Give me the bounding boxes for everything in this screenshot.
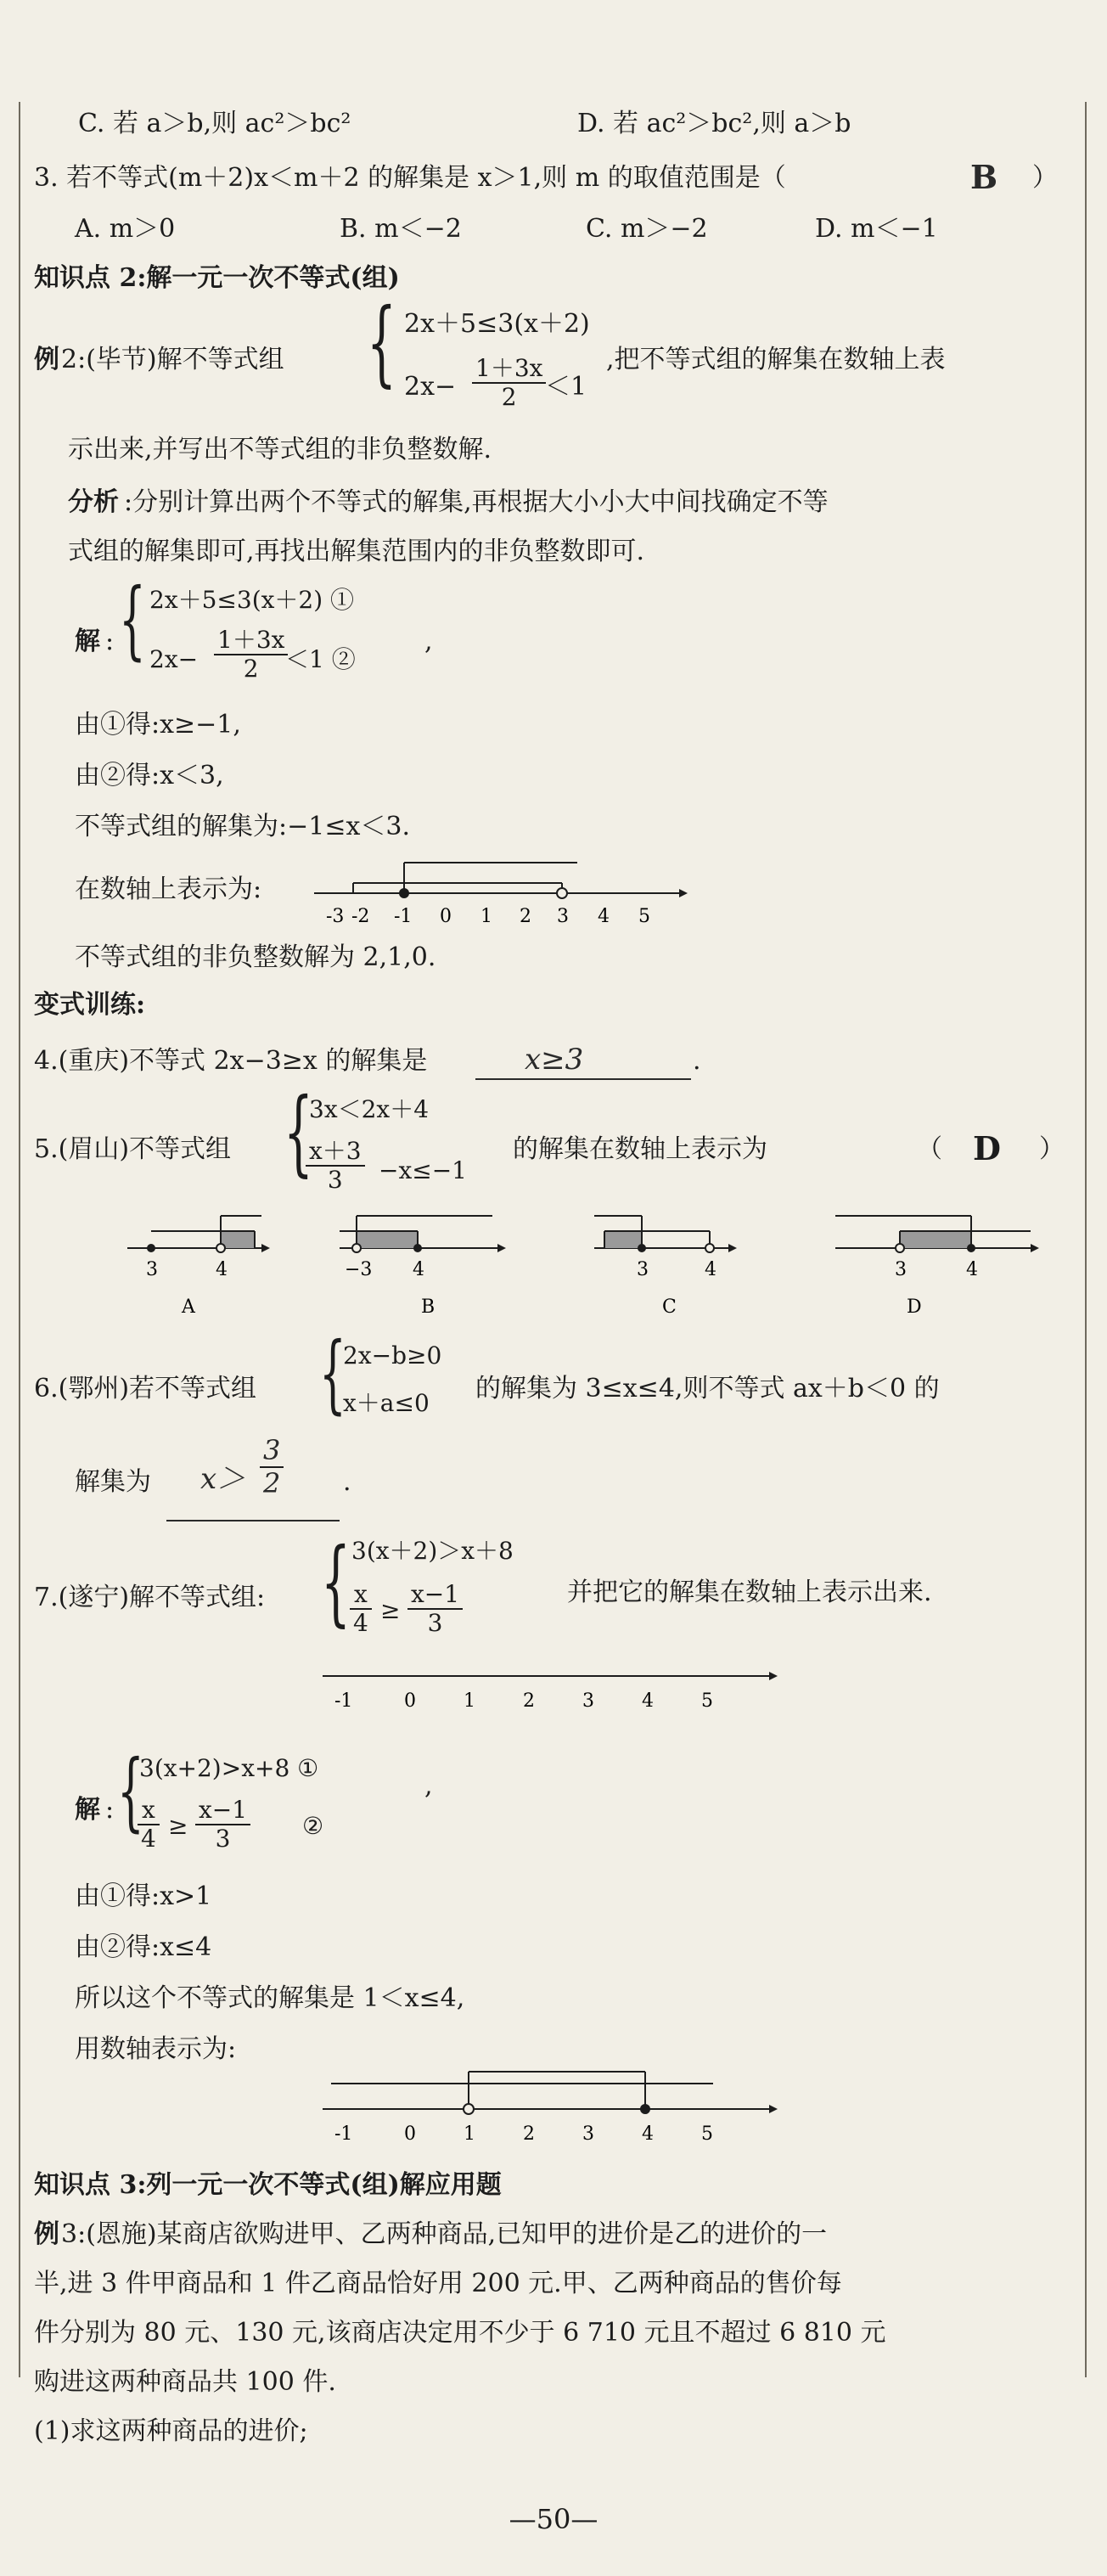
ex2-sol-fraction-num: 1＋3x [214, 627, 288, 655]
q7-frac-right-den: 3 [427, 1609, 443, 1638]
q7-sol-frac-left-num: x [138, 1797, 160, 1825]
q7-tick-label: 3 [582, 1690, 594, 1712]
q7-sol-tick: -1 [334, 2123, 353, 2145]
q5-option-d-label: D [907, 1296, 922, 1318]
q7-sol-frac-right-num: x−1 [195, 1797, 250, 1825]
ex2-axis-label: 在数轴上表示为: [75, 875, 262, 904]
q7-line2-op: ≥ [380, 1596, 401, 1624]
q2-option-d: D. 若 ac²＞bc²,则 a＞b [577, 109, 851, 138]
q5-fraction-den: 3 [327, 1166, 343, 1195]
ex2-tick-label: 5 [638, 906, 650, 927]
ex2-sol-fraction [214, 627, 288, 683]
q5-a-tick: 4 [216, 1259, 228, 1280]
q7-sol-label: 解 [75, 1795, 100, 1825]
q5-b-tick: −3 [345, 1259, 373, 1280]
q6-answer-num: 3 [260, 1435, 284, 1468]
q7-sol-tick: 5 [701, 2123, 713, 2145]
ex2-tick-label: 1 [480, 906, 492, 927]
ex3-line4: 购进这两种商品共 100 件. [34, 2367, 336, 2397]
q7-frac-left [350, 1581, 372, 1637]
q5-a-shade [221, 1231, 255, 1248]
q7-tick-label: 2 [523, 1690, 535, 1712]
page-number: —50— [509, 2503, 598, 2535]
kp3-title: 知识点 3:列一元一次不等式(组)解应用题 [34, 2170, 502, 2200]
q7-tick-label: 0 [404, 1690, 416, 1712]
q5-c-tick: 3 [637, 1259, 649, 1280]
q7-tick-label: 5 [701, 1690, 713, 1712]
q7-frac-left-num: x [350, 1581, 372, 1610]
q4-stem: 4.(重庆)不等式 2x−3≥x 的解集是 [34, 1046, 428, 1076]
ex2-number-line [314, 849, 688, 942]
q5-b-shade [357, 1231, 418, 1248]
ex2-sol-colon: : [105, 627, 115, 656]
ex2-tick-label: 0 [440, 906, 452, 927]
q7-sol-frac-left [138, 1797, 160, 1853]
ex2-result: 不等式组的非负整数解为 2,1,0. [75, 942, 436, 972]
q6-line1: 2x−b≥0 [343, 1341, 442, 1370]
q7-sol-circ2: ② [302, 1812, 324, 1840]
q5-answer: D [973, 1129, 1001, 1167]
q3-stem: 3. 若不等式(m＋2)x＜m＋2 的解集是 x＞1,则 m 的取值范围是（ [34, 163, 786, 193]
ex2-line2-pre: 2x− [404, 372, 457, 402]
ex2-step3: 不等式组的解集为:−1≤x＜3. [75, 812, 411, 841]
ex3-line1: 3:(恩施)某商店欲购进甲、乙两种商品,已知甲的进价是乙的进价的一 [61, 2219, 828, 2249]
q7-sol-tick: 1 [464, 2123, 475, 2145]
ex2-step1: 由①得:x≥−1, [75, 710, 241, 740]
q7-empty-number-line [323, 1662, 781, 1722]
right-margin-rule [1085, 102, 1087, 2377]
ex2-after: ,把不等式组的解集在数轴上表 [606, 345, 946, 374]
q7-sol-line1: 3(x+2)>x+8 ① [139, 1754, 319, 1782]
q7-frac-right [407, 1581, 463, 1637]
q6-answer-fraction [260, 1435, 284, 1499]
q5-option-b-diagram [340, 1214, 509, 1325]
ex2-tick-label: -1 [394, 906, 413, 927]
ex2-sol-comma: , [424, 627, 433, 656]
left-margin-rule [19, 102, 20, 2377]
q7-tick-label: 1 [464, 1690, 475, 1712]
q6-stem-pre: 6.(鄂州)若不等式组 [34, 1374, 257, 1403]
ex2-sol-line1: 2x＋5≤3(x＋2) ① [149, 586, 355, 614]
ex2-line2-post: ＜1 [545, 372, 587, 402]
q5-stem-post: 的解集在数轴上表示为 [513, 1134, 767, 1164]
q6-answer-blank [166, 1520, 340, 1521]
ex2-sol-brace: { [119, 570, 146, 669]
q4-answer: x≥3 [525, 1043, 584, 1077]
variant-title: 变式训练: [34, 990, 146, 1020]
ex2-fraction-den: 2 [501, 383, 517, 412]
q5-line2-post: −x≤−1 [379, 1156, 467, 1184]
q7-sol-frac-left-den: 4 [141, 1825, 156, 1853]
ex2-tick-label: 4 [598, 906, 610, 927]
q6-line2: x＋a≤0 [343, 1389, 430, 1417]
q5-d-shade [900, 1231, 971, 1248]
q3-option-c: C. m＞−2 [586, 214, 708, 244]
q7-tick-label: -1 [334, 1690, 353, 1712]
ex2-fraction [472, 355, 546, 411]
ex2-line1: 2x＋5≤3(x＋2) [404, 309, 590, 339]
q5-c-shade [604, 1231, 642, 1248]
q5-option-c-diagram [594, 1214, 739, 1325]
ex2-step2: 由②得:x＜3, [75, 761, 224, 790]
ex2-tick-label: 3 [557, 906, 569, 927]
q3-option-d: D. m＜−1 [815, 214, 938, 244]
ex3-line3: 件分别为 80 元、130 元,该商店决定用不少于 6 710 元且不超过 6 810 元 [34, 2318, 886, 2348]
q4-end: . [693, 1046, 701, 1076]
q7-sol-tick: 2 [523, 2123, 535, 2145]
q7-frac-left-den: 4 [353, 1609, 368, 1638]
q7-sol-tick: 3 [582, 2123, 594, 2145]
q7-sol-frac-right [195, 1797, 250, 1853]
ex2-intro: 2:(毕节)解不等式组 [61, 345, 284, 374]
q6-answer-pre: x＞ [200, 1462, 246, 1496]
ex2-sol-line2-pre: 2x− [149, 645, 199, 673]
ex2-sol-fraction-den: 2 [243, 655, 259, 683]
q5-option-a-label: A [182, 1296, 195, 1318]
q7-stem-pre: 7.(遂宁)解不等式组: [34, 1583, 266, 1612]
q6-cont: 解集为 [75, 1467, 151, 1497]
q5-option-c-label: C [662, 1296, 677, 1318]
q7-closed-point [640, 2104, 650, 2114]
q7-step3: 所以这个不等式的解集是 1＜x≤4, [75, 1983, 465, 2013]
q5-stem-pre: 5.(眉山)不等式组 [34, 1134, 232, 1164]
q7-brace: { [321, 1527, 351, 1636]
q5-d-tick: 3 [895, 1259, 907, 1280]
ex2-tick-label: 2 [520, 906, 531, 927]
ex2-open-point [557, 888, 567, 898]
q2-option-c: C. 若 a＞b,则 ac²＞bc² [78, 109, 351, 138]
q5-line1: 3x＜2x＋4 [309, 1095, 430, 1123]
q6-stem-post: 的解集为 3≤x≤4,则不等式 ax＋b＜0 的 [475, 1374, 940, 1403]
q7-frac-right-num: x−1 [407, 1581, 463, 1610]
q5-d-tick: 4 [966, 1259, 978, 1280]
ex3-label: 例 [34, 2219, 59, 2249]
ex2-tick-label: -3 [326, 906, 345, 927]
q5-fraction-num: x＋3 [306, 1138, 365, 1167]
q4-answer-blank [475, 1078, 691, 1080]
ex2-analysis-1: :分别计算出两个不等式的解集,再根据大小小大中间找确定不等 [124, 487, 829, 517]
q5-brace: { [284, 1077, 313, 1186]
q7-sol-frac-right-den: 3 [215, 1825, 231, 1853]
ex2-brace: { [367, 288, 396, 397]
q5-option-a-diagram [127, 1214, 272, 1325]
ex3-line2: 半,进 3 件甲商品和 1 件乙商品恰好用 200 元.甲、乙两种商品的售价每 [34, 2269, 842, 2298]
q7-open-point [464, 2104, 474, 2114]
q7-solution-number-line [323, 2072, 781, 2157]
ex3-q1: (1)求这两种商品的进价; [34, 2416, 308, 2446]
q6-answer-den: 2 [263, 1466, 281, 1499]
kp2-title: 知识点 2:解一元一次不等式(组) [34, 263, 400, 293]
q3-option-a: A. m＞0 [75, 214, 176, 244]
q5-paren-close: ） [1039, 1134, 1065, 1164]
q7-sol-colon: : [105, 1795, 115, 1825]
q6-brace: { [319, 1324, 346, 1423]
ex2-tick-label: -2 [351, 906, 370, 927]
ex2-analysis-label: 分析 [68, 487, 119, 517]
q7-tick-label: 4 [642, 1690, 654, 1712]
q5-b-tick: 4 [413, 1259, 424, 1280]
ex2-sol-label: 解 [75, 627, 100, 656]
q7-step1: 由①得:x>1 [75, 1881, 212, 1911]
q7-step4: 用数轴表示为: [75, 2034, 237, 2064]
q5-option-b-label: B [421, 1296, 435, 1318]
q5-fraction [306, 1138, 365, 1194]
ex2-label: 例 [34, 345, 59, 374]
q3-option-b: B. m＜−2 [340, 214, 462, 244]
q7-line1: 3(x＋2)＞x＋8 [351, 1537, 514, 1565]
ex2-sol-line2-post: ＜1 ② [285, 645, 356, 673]
q7-sol-tick: 4 [642, 2123, 654, 2145]
q7-stem-post: 并把它的解集在数轴上表示出来. [567, 1578, 932, 1607]
q5-a-tick: 3 [146, 1259, 158, 1280]
q7-sol-op: ≥ [168, 1812, 188, 1840]
ex2-cont: 示出来,并写出不等式组的非负整数解. [68, 435, 492, 464]
q5-paren-open: （ [917, 1134, 942, 1164]
q7-sol-tick: 0 [404, 2123, 416, 2145]
q3-answer: B [970, 158, 998, 196]
q6-end: . [343, 1467, 351, 1497]
q7-sol-brace: { [117, 1741, 144, 1841]
q5-c-tick: 4 [705, 1259, 716, 1280]
q7-sol-comma: , [424, 1771, 433, 1801]
ex2-closed-point [399, 888, 409, 898]
ex2-analysis-2: 式组的解集即可,再找出解集范围内的非负整数即可. [68, 537, 645, 566]
ex2-fraction-num: 1＋3x [472, 355, 546, 384]
q3-stem-close: ） [1032, 163, 1058, 193]
q7-step2: 由②得:x≤4 [75, 1932, 212, 1962]
q5-option-d-diagram [835, 1214, 1039, 1325]
